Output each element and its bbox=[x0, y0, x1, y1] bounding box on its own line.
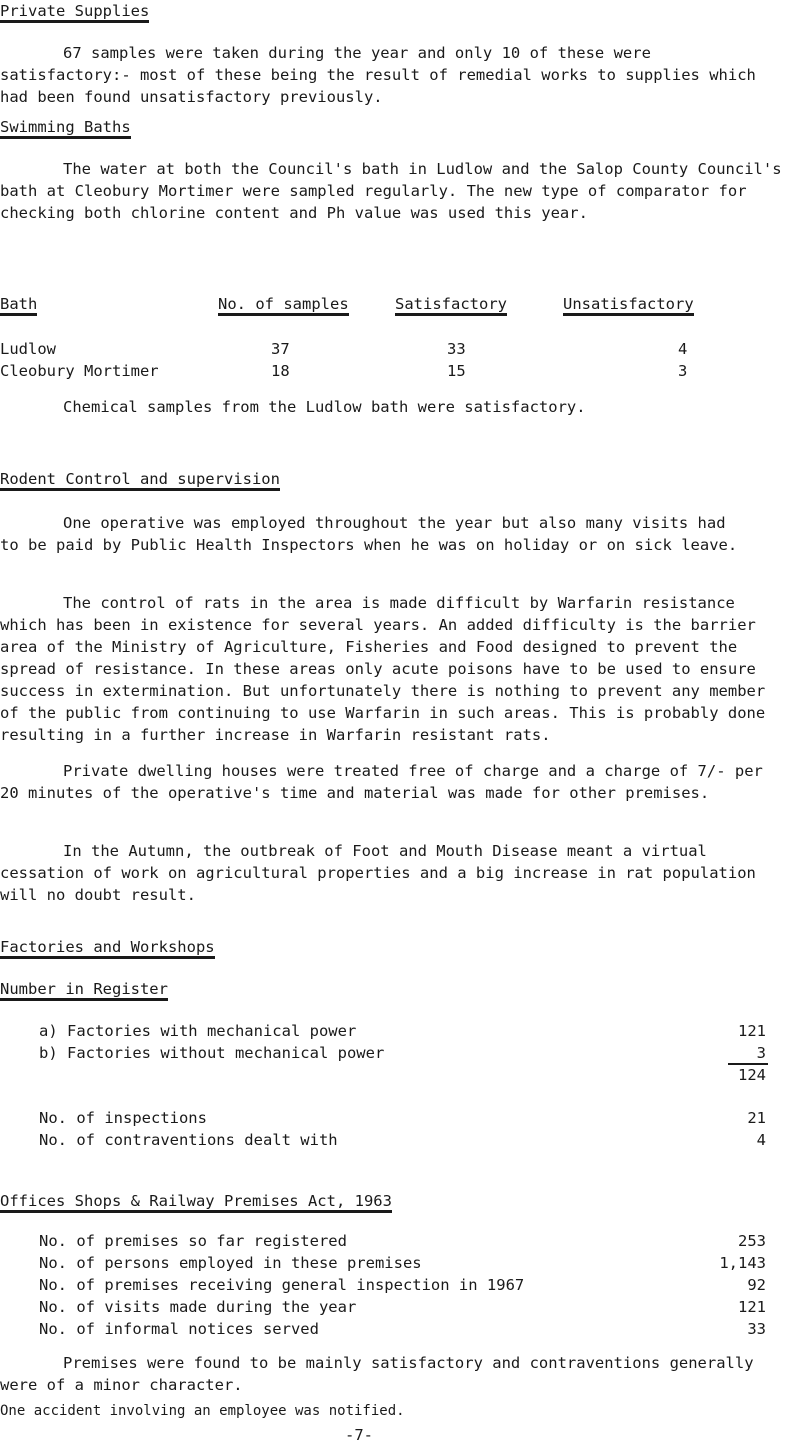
cell-samples: 18 bbox=[271, 362, 290, 380]
page-number: -7- bbox=[345, 1426, 373, 1444]
list-item bbox=[0, 1230, 800, 1252]
stat-value: 121 bbox=[738, 1298, 766, 1316]
cell-satisfactory: 33 bbox=[447, 340, 466, 358]
rodent-paragraph: The control of rats in the area is made difficult by Warfarin resistance which has been in existence for several years. An added difficulty is the barrier area of the Ministry of Agriculture, Fisheries and Food designed to prevent the spread of resistance. In these areas only acute poisons have to be used to ensure success in extermination. But unfortunately there is nothing to prevent any member of the public from continuing to use Warfarin in such areas. This is probably done resulting in a further increase in Warfarin resistant rats. bbox=[0, 594, 775, 744]
factory-item-value: 121 bbox=[738, 1022, 766, 1040]
factory-total: 124 bbox=[738, 1066, 766, 1084]
factory-item-label: b) Factories without mechanical power bbox=[39, 1044, 385, 1062]
col-header-satisfactory: Satisfactory bbox=[395, 295, 507, 316]
col-header-bath: Bath bbox=[0, 295, 37, 316]
list-item bbox=[0, 1020, 800, 1042]
stat-value: 4 bbox=[756, 1131, 766, 1149]
col-header-samples: No. of samples bbox=[218, 295, 349, 316]
register-subheading: Number in Register bbox=[0, 980, 168, 1001]
offices-act-heading: Offices Shops & Railway Premises Act, 1963 bbox=[0, 1192, 392, 1213]
stat-value: 253 bbox=[738, 1232, 766, 1250]
chemical-samples-note: Chemical samples from the Ludlow bath were satisfactory. bbox=[63, 398, 586, 416]
cell-samples: 37 bbox=[271, 340, 290, 358]
swimming-baths-text: The water at both the Council's bath in Ludlow and the Salop County Council's bath at Cleobury Mortimer were sampled regularly. The new type of comparator for checking both chlorine content and Ph value was used this year. bbox=[0, 160, 791, 222]
swimming-baths-heading: Swimming Baths bbox=[0, 118, 131, 139]
stat-value: 92 bbox=[747, 1276, 766, 1294]
list-item bbox=[0, 1318, 800, 1340]
stat-label: No. of informal notices served bbox=[39, 1320, 319, 1338]
factory-item-label: a) Factories with mechanical power bbox=[39, 1022, 357, 1040]
stat-label: No. of visits made during the year bbox=[39, 1298, 357, 1316]
private-supplies-heading: Private Supplies bbox=[0, 2, 149, 23]
stat-label: No. of premises receiving general inspection in 1967 bbox=[39, 1276, 525, 1294]
col-header-unsatisfactory: Unsatisfactory bbox=[563, 295, 694, 316]
cell-unsatisfactory: 3 bbox=[678, 362, 688, 380]
stat-value: 33 bbox=[747, 1320, 766, 1338]
list-item bbox=[0, 1274, 800, 1296]
rodent-paragraph: Private dwelling houses were treated free of charge and a charge of 7/- per 20 minutes of the operative's time and material was made for other premises. bbox=[0, 762, 773, 802]
list-item bbox=[0, 1252, 800, 1274]
accident-note: One accident involving an employee was notified. bbox=[0, 1403, 405, 1419]
list-item bbox=[0, 1296, 800, 1318]
private-supplies-text: 67 samples were taken during the year and only 10 of these were satisfactory:- most of these being the result of remedial works to supplies which had been found unsatisfactory previously. bbox=[0, 44, 766, 106]
baths-table-header bbox=[0, 295, 800, 317]
list-item bbox=[0, 1042, 800, 1064]
stat-label: No. of inspections bbox=[39, 1109, 207, 1127]
stat-label: No. of premises so far registered bbox=[39, 1232, 347, 1250]
list-item bbox=[0, 1129, 800, 1151]
factory-item-value: 3 bbox=[756, 1044, 766, 1062]
stat-label: No. of persons employed in these premises bbox=[39, 1254, 422, 1272]
cell-satisfactory: 15 bbox=[447, 362, 466, 380]
page-number-row bbox=[0, 1424, 800, 1446]
cell-bath: Ludlow bbox=[0, 340, 56, 358]
list-item bbox=[0, 1107, 800, 1129]
rodent-paragraph: One operative was employed throughout the year but also many visits had to be paid by Public Health Inspectors when he was on holiday or on sick leave. bbox=[0, 514, 738, 554]
cell-unsatisfactory: 4 bbox=[678, 340, 688, 358]
rodent-paragraph: In the Autumn, the outbreak of Foot and Mouth Disease meant a virtual cessation of work on agricultural properties and a big increase in rat population will no doubt result. bbox=[0, 842, 766, 904]
rodent-control-heading: Rodent Control and supervision bbox=[0, 470, 280, 491]
factories-heading: Factories and Workshops bbox=[0, 938, 215, 959]
factory-total-row bbox=[0, 1064, 800, 1086]
offices-summary-text: Premises were found to be mainly satisfactory and contraventions generally were of a minor character. bbox=[0, 1354, 763, 1394]
stat-label: No. of contraventions dealt with bbox=[39, 1131, 338, 1149]
stat-value: 21 bbox=[747, 1109, 766, 1127]
cell-bath: Cleobury Mortimer bbox=[0, 362, 159, 380]
stat-value: 1,143 bbox=[719, 1254, 766, 1272]
table-row bbox=[0, 360, 800, 382]
table-row bbox=[0, 338, 800, 360]
